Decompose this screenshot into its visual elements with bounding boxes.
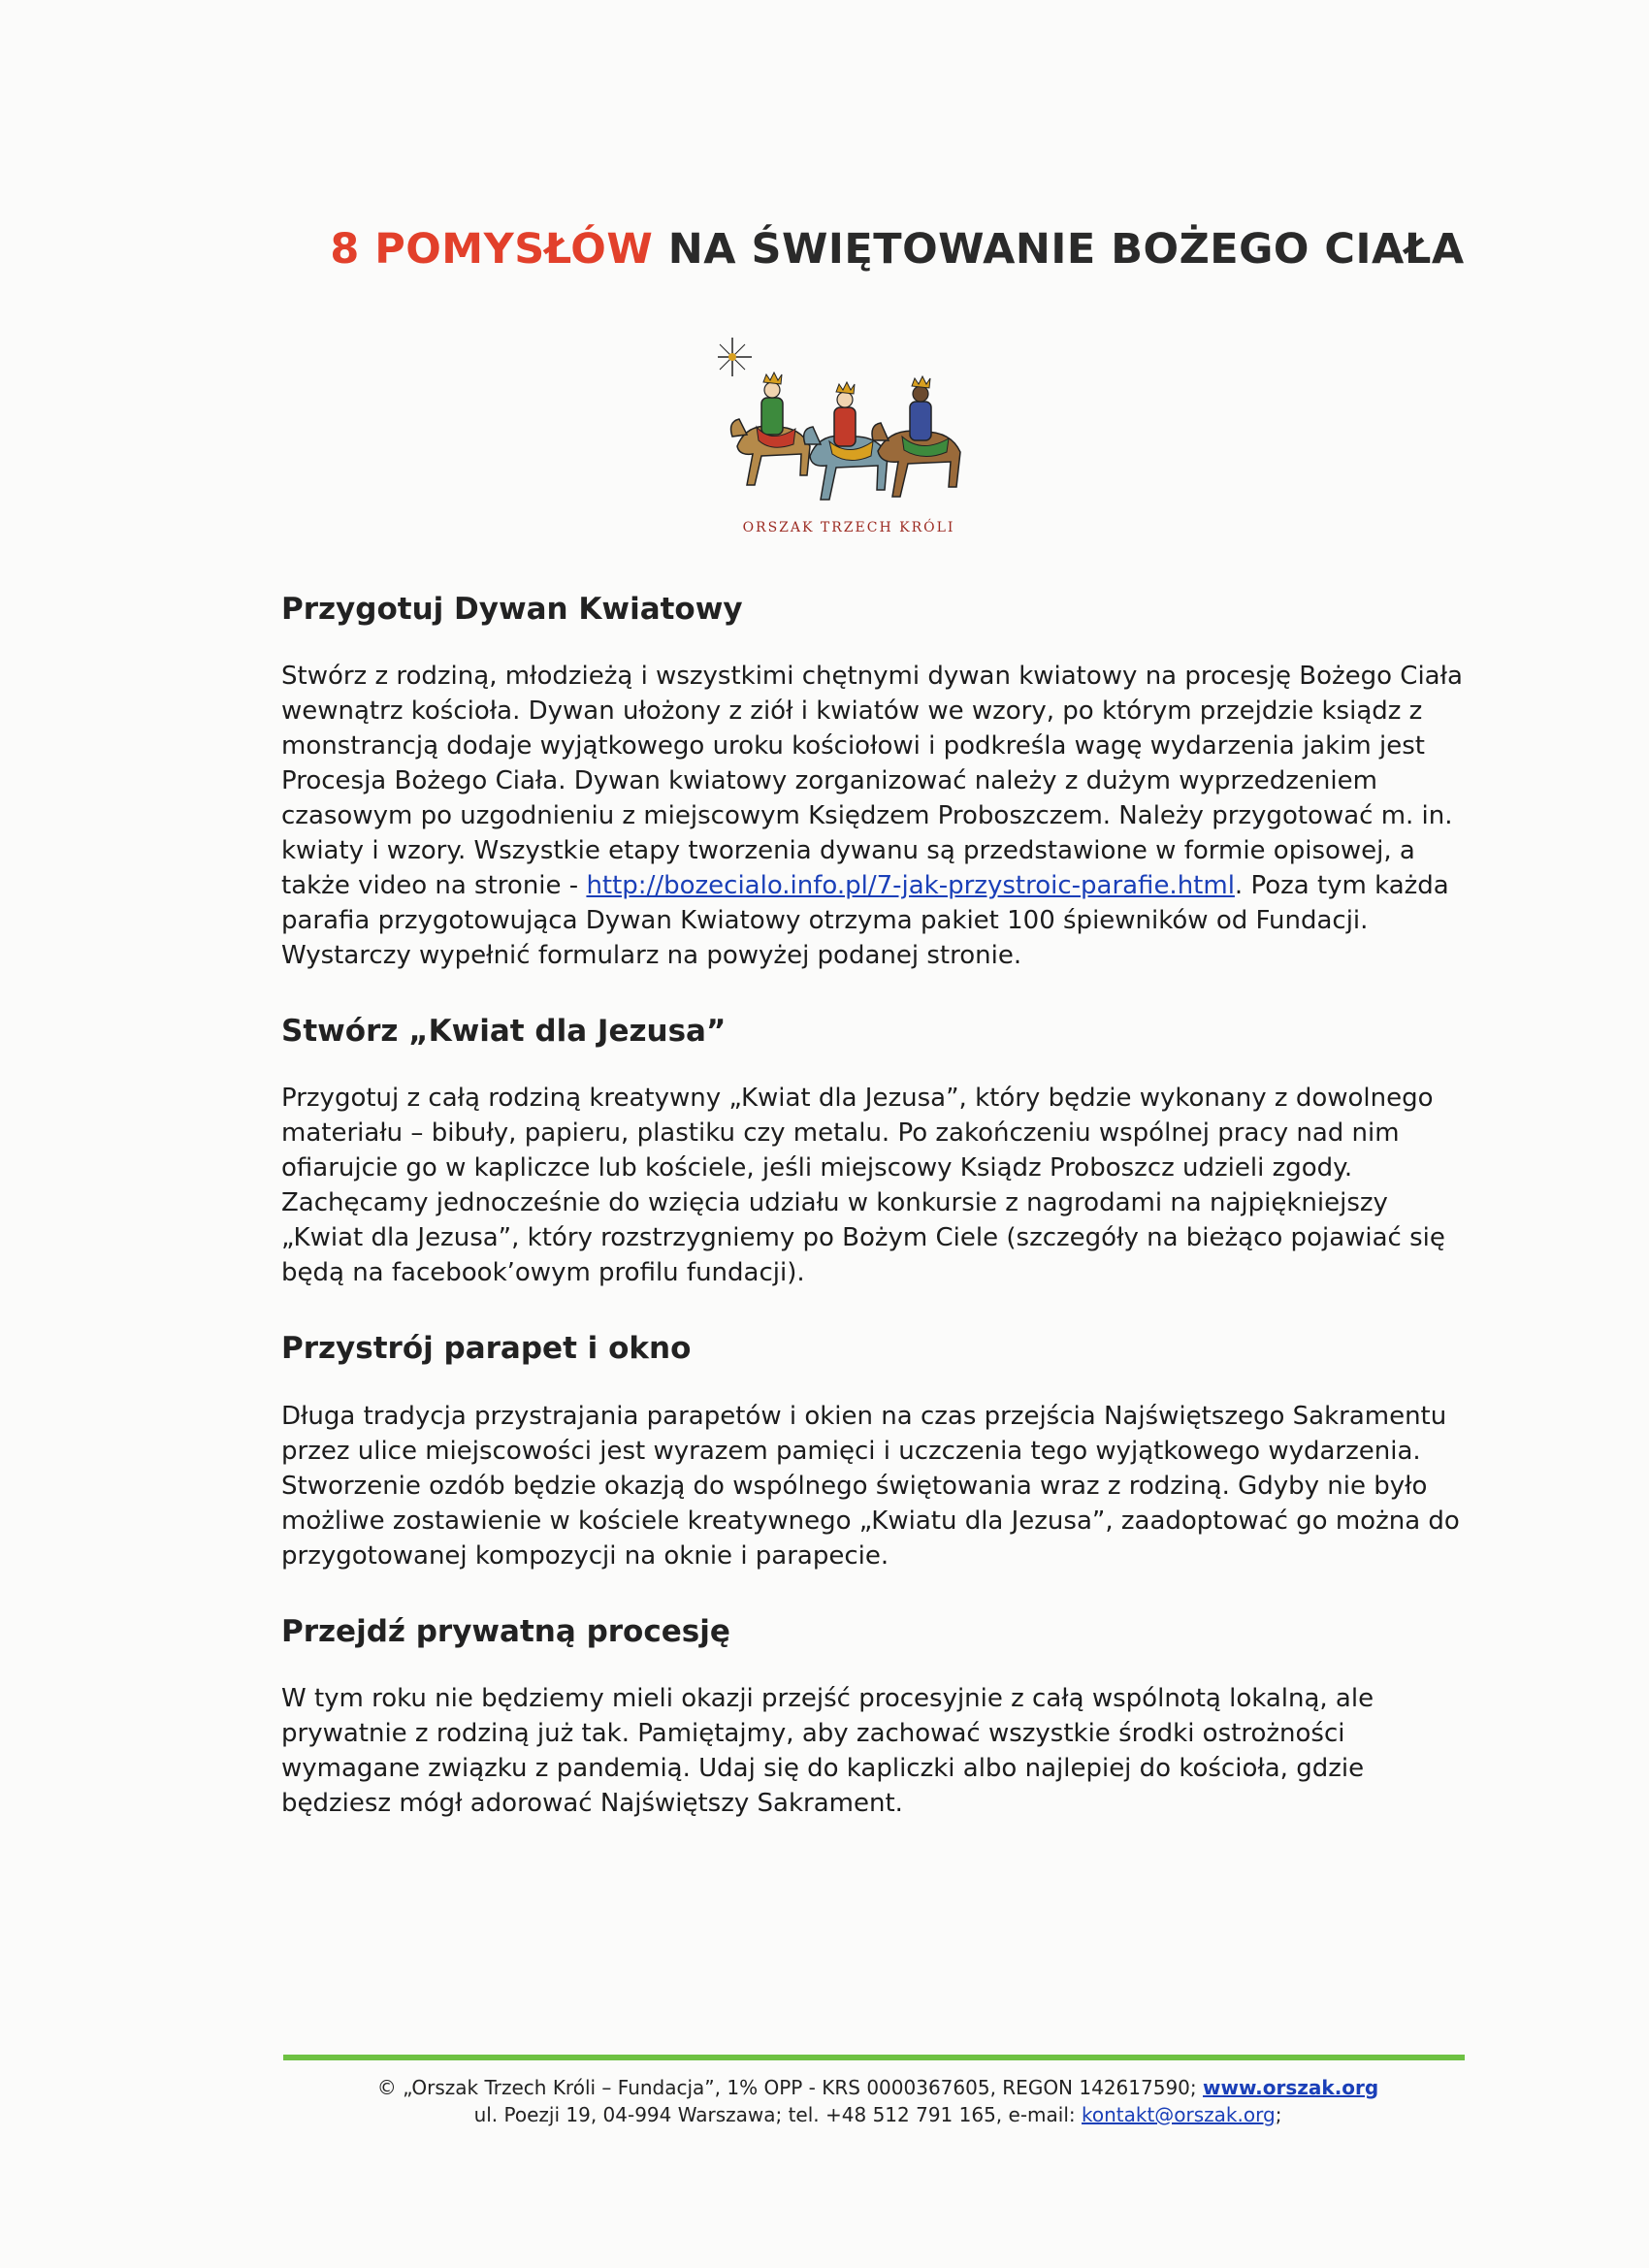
email-link[interactable]: kontakt@orszak.org <box>1082 2103 1276 2126</box>
section-text-part: Stwórz z rodziną, młodzieżą i wszystkimi chętnymi dywan kwiatowy na procesję Bożego Ciała wewnątrz kościoła. Dywan ułożony z ziół i kwiatów we wzory, po którym przejdzie ksiądz z monstrancją dodaje wyjątkowego uroku kościołowi i podkreśla wagę wydarzenia jakim jest Procesja Bożego Ciała. Dywan kwiatowy zorganizować należy z dużym wyprzedzeniem czasowym po uzgodnieniu z miejscowym Księdzem Proboszczem. Należy przygotować m. in. kwiaty i wzory. Wszystkie etapy tworzenia dywanu są przedstawione w formie opisowej, a także video na stronie - <box>281 662 1463 901</box>
footer-end: ; <box>1275 2103 1282 2126</box>
section-text-part: . Poza tym każda parafia przygotowująca Dywan Kwiatowy otrzyma pakiet 100 śpiewników od Fundacji. Wystarczy wypełnić formularz na powyżej podanej stronie. <box>281 871 1449 971</box>
page-title <box>0 225 1649 274</box>
section-heading: Przejdź prywatną procesję <box>281 1613 730 1649</box>
footer <box>233 2074 1523 2128</box>
footer-line-2 <box>233 2101 1523 2128</box>
section-text <box>281 659 1465 973</box>
section-flower-for-jesus <box>281 1014 1465 1290</box>
footer-line-1 <box>233 2074 1523 2101</box>
section-flower-carpet <box>281 592 1465 973</box>
title-dark-part: NA ŚWIĘTOWANIE BOŻEGO CIAŁA <box>667 225 1465 274</box>
logo-caption: ORSZAK TRZECH KRÓLI <box>742 520 955 535</box>
section-heading: Przystrój parapet i okno <box>281 1331 692 1367</box>
section-private-procession <box>281 1614 1465 1821</box>
king-rider-1 <box>731 373 810 485</box>
footer-org-info: © „Orszak Trzech Króli – Fundacja”, 1% OPP - KRS 0000367605, REGON 142617590; <box>376 2076 1203 2099</box>
main-content <box>281 592 1465 1862</box>
three-kings-logo <box>718 330 980 543</box>
section-text: W tym roku nie będziemy mieli okazji przejść procesyjnie z całą wspólnotą lokalną, ale prywatnie z rodziną już tak. Pamiętajmy, aby zachować wszystkie środki ostrożności wymagane związku z pandemią. Udaj się do kapliczki albo najlepiej do kościoła, gdzie będziesz mógł adorować Najświętszy Sakrament. <box>281 1683 1374 1818</box>
footer-divider <box>283 2055 1465 2060</box>
section-heading: Przygotuj Dywan Kwiatowy <box>281 592 743 627</box>
section-text: Długa tradycja przystrajania parapetów i okien na czas przejścia Najświętszego Sakramentu przez ulice miejscowości jest wyrazem pamięci i uczczenia tego wyjątkowego wydarzenia. Stworzenie ozdób będzie okazją do wspólnego świętowania wraz z rodziną. Gdyby nie było możliwe zostawienie w kościele kreatywnego „Kwiatu dla Jezusa”, zaadoptować go można do przygotowanej kompozycji na oknie i parapecie. <box>281 1401 1460 1571</box>
bozecialo-link[interactable]: http://bozecialo.info.pl/7-jak-przystroic-parafie.html <box>586 871 1235 901</box>
section-heading: Stwórz „Kwiat dla Jezusa” <box>281 1014 727 1050</box>
star-icon <box>718 338 752 376</box>
title-red-part: 8 POMYSŁÓW <box>330 225 654 274</box>
footer-address: ul. Poezji 19, 04-994 Warszawa; tel. +48 512 791 165, e-mail: <box>473 2103 1082 2126</box>
section-text: Przygotuj z całą rodziną kreatywny „Kwiat dla Jezusa”, który będzie wykonany z dowolnego materiału – bibuły, papieru, plastiku czy metalu. Po zakończeniu wspólnej pracy nad nim ofiarujcie go w kapliczce lub kościele, jeśli miejscowy Ksiądz Proboszcz udzieli zgody. Zachęcamy jednocześnie do wzięcia udziału w konkursie z nagrodami na najpiękniejszy „Kwiat dla Jezusa”, który rozstrzygniemy po Bożym Ciele (szczegóły na bieżąco pojawiać się będą na facebook’owym profilu fundacji). <box>281 1084 1445 1288</box>
section-window-decoration <box>281 1331 1465 1572</box>
website-link[interactable]: www.orszak.org <box>1203 2076 1379 2099</box>
